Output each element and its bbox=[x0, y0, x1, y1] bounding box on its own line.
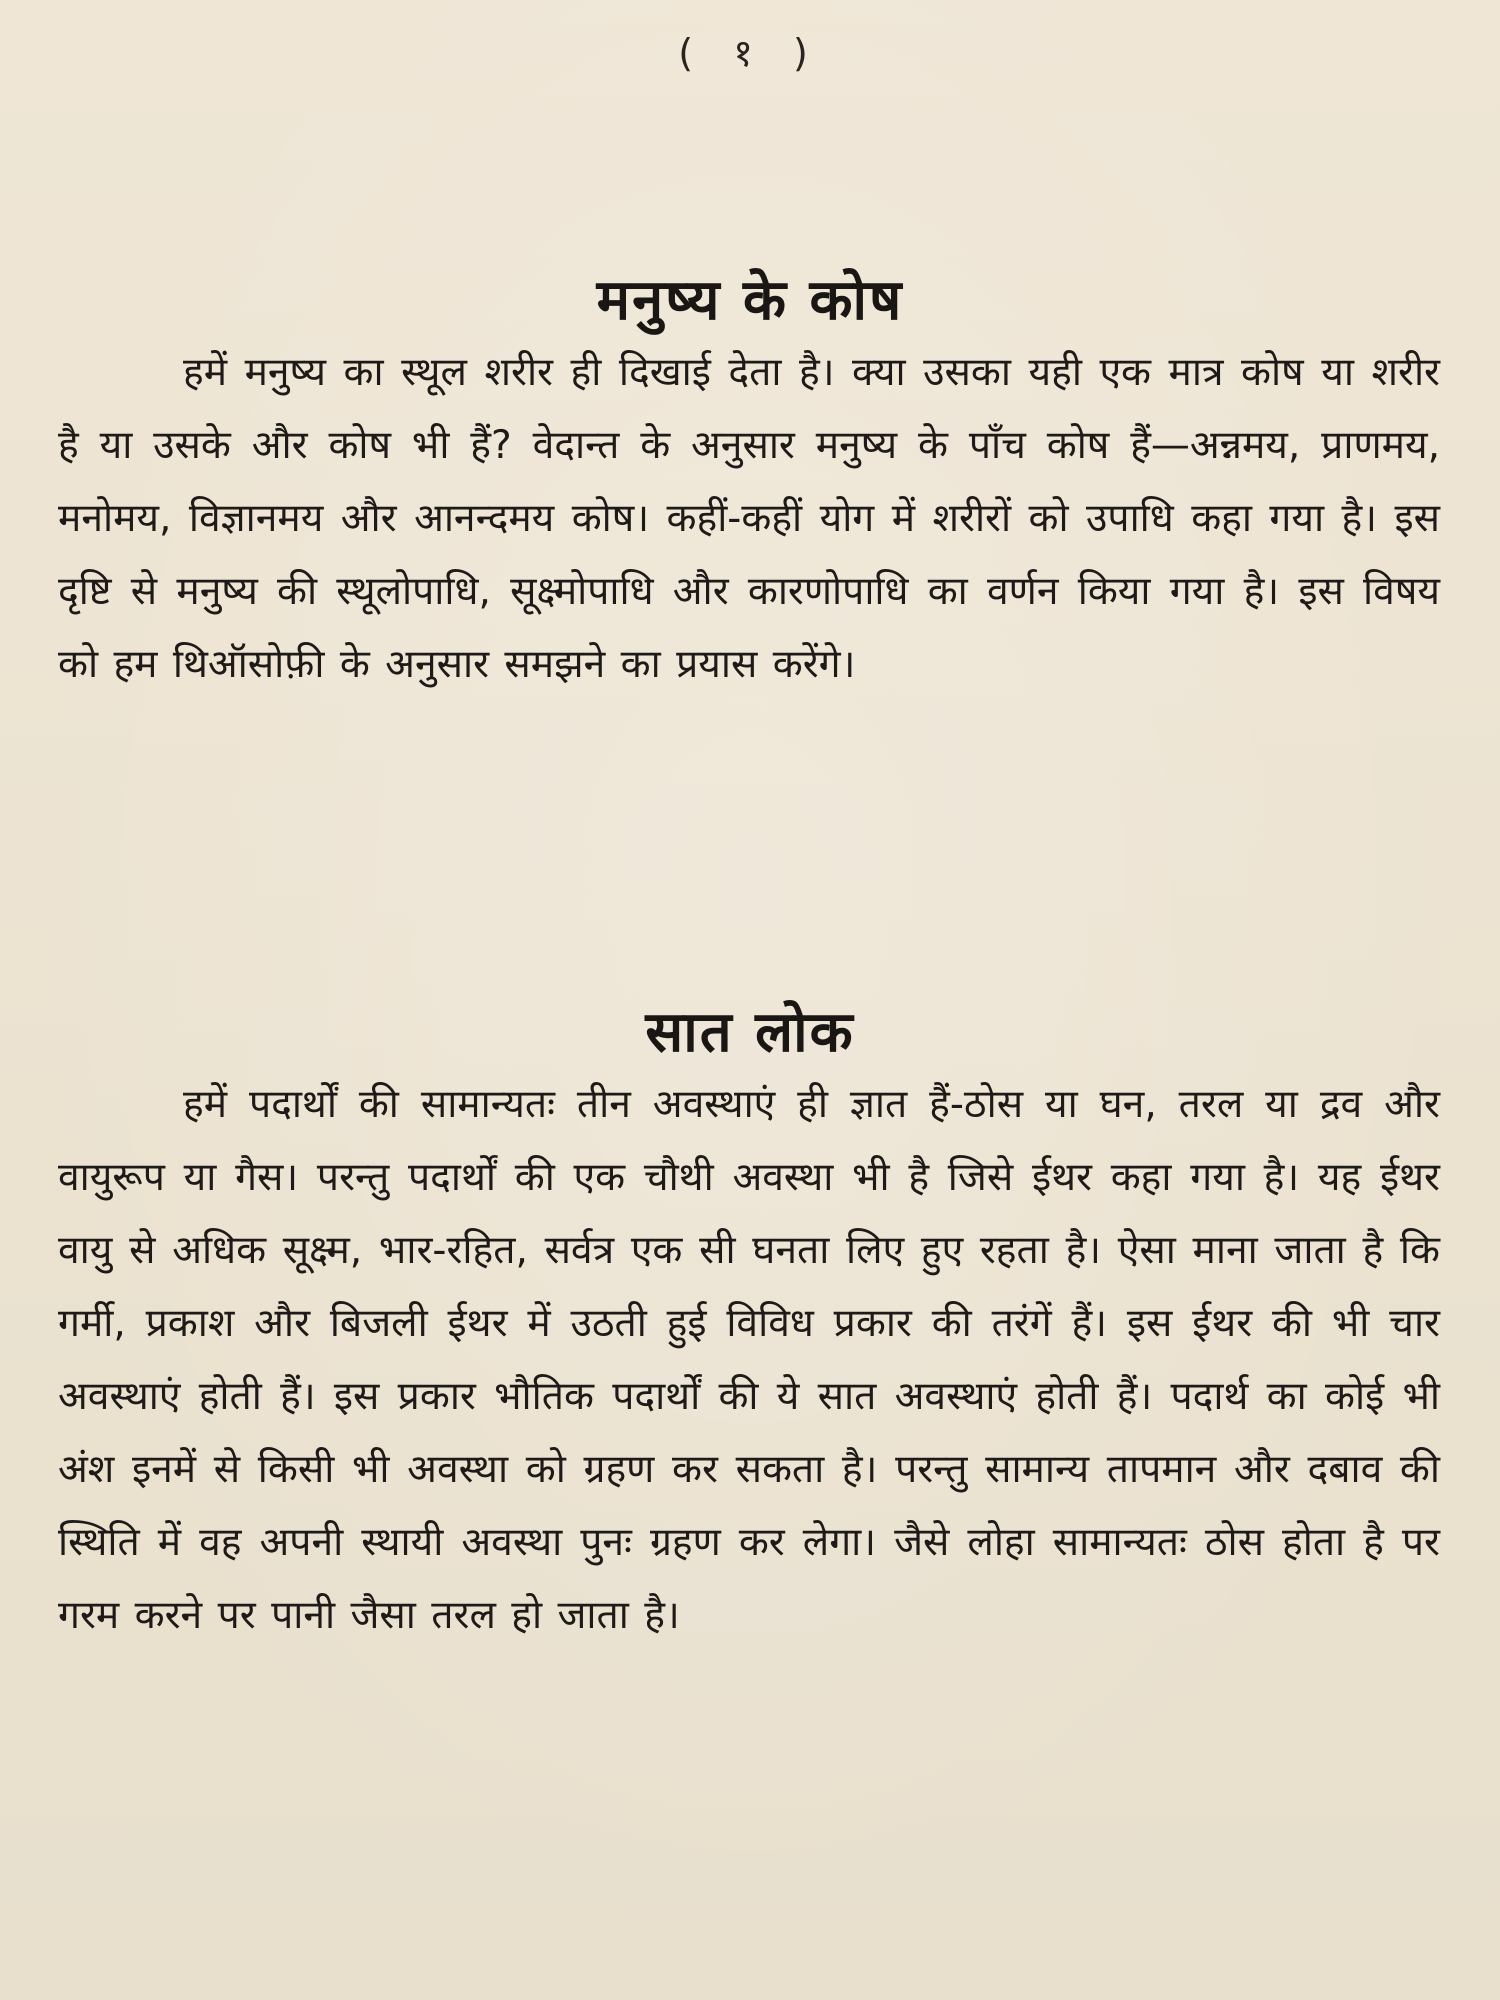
section-heading-manushya-ke-kosh: मनुष्य के कोष bbox=[596, 267, 904, 333]
section-paragraph-saat-lok: हमें पदार्थों की सामान्यतः तीन अवस्थाएं ही ज्ञात हैं-ठोस या घन, तरल या द्रव और वायुरूप या गैस। परन्तु पदार्थों की एक चौथी अवस्था भी है जिसे ईथर कहा गया है। यह ईथर वायु से अधिक सूक्ष्म, भार-रहित, सर्वत्र एक सी घनता लिए हुए रहता है। ऐसा माना जाता है कि गर्मी, प्रकाश और बिजली ईथर में उठती हुई विविध प्रकार की तरंगें हैं। इस ईथर की भी चार अवस्थाएं होती हैं। इस प्रकार भौतिक पदार्थों की ये सात अवस्थाएं होती हैं। पदार्थ का कोई भी अंश इनमें से किसी भी अवस्था को ग्रहण कर सकता है। परन्तु सामान्य तापमान और दबाव की स्थिति में वह अपनी स्थायी अवस्था पुनः ग्रहण कर लेगा। जैसे लोहा सामान्यतः ठोस होता है पर गरम करने पर पानी जैसा तरल हो जाता है। bbox=[58, 1082, 1440, 1638]
page-number: ( १ ) bbox=[678, 31, 822, 75]
section-paragraph-manushya-ke-kosh: हमें मनुष्य का स्थूल शरीर ही दिखाई देता है। क्या उसका यही एक मात्र कोष या शरीर है या उसके और कोष भी हैं? वेदान्त के अनुसार मनुष्य के पाँच कोष हैं—अन्नमय, प्राणमय, मनोमय, विज्ञानमय और आनन्दमय कोष। कहीं-कहीं योग में शरीरों को उपाधि कहा गया है। इस दृष्टि से मनुष्य की स्थूलोपाधि, सूक्ष्मोपाधि और कारणोपाधि का वर्णन किया गया है। इस विषय को हम थिऑसोफ़ी के अनुसार समझने का प्रयास करेंगे। bbox=[58, 350, 1440, 687]
section-heading-saat-lok: सात लोक bbox=[645, 999, 855, 1065]
